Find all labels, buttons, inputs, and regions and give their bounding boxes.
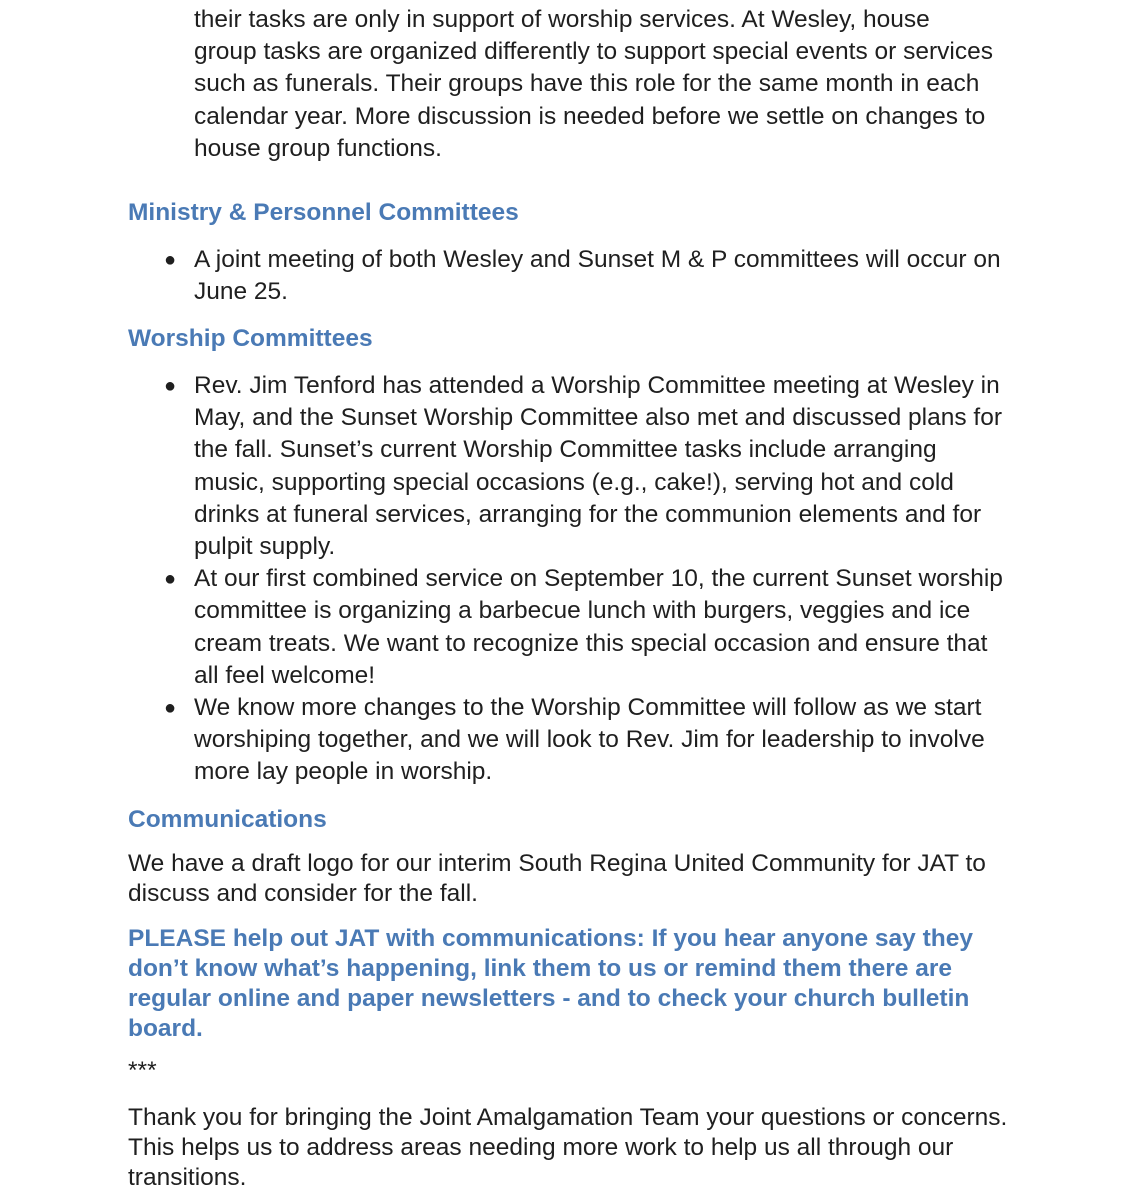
bullet-text: A joint meeting of both Wesley and Sunset M & P committees will occur on June 25. [194,246,1001,306]
bullet-icon: ● [164,249,177,271]
ministry-bullet-list [128,244,1008,308]
separator-stars: *** [128,1057,157,1084]
bullet-icon: ● [164,375,177,397]
list-item [128,692,1008,789]
heading-ministry-personnel: Ministry & Personnel Committees [128,199,519,226]
worship-bullet-list [128,370,1008,789]
closing-paragraph: Thank you for bringing the Joint Amalgamation Team your questions or concerns. This helps us to address areas needing more work to help us all through our transitions. [128,1104,1008,1191]
heading-communications: Communications [128,806,327,833]
bullet-text: Rev. Jim Tenford has attended a Worship Committee meeting at Wesley in May, and the Sunset Worship Committee also met and discussed plans for the fall. Sunset’s current Worship Committee tasks include arranging music, supporting special occasions (e.g., cake!), serving hot and cold drinks at funeral services, arranging for the communion elements and for pulpit supply. [194,372,1002,561]
communications-callout: PLEASE help out JAT with communications: If you hear anyone say they don’t know what’s happening, link them to us or remind them there are regular online and paper newsletters - and to check your church bulletin board. [128,925,973,1042]
list-item [128,244,1008,308]
bullet-icon: ● [164,568,177,591]
heading-worship-committees: Worship Committees [128,325,373,352]
bullet-icon: ● [164,697,177,720]
bullet-text: At our first combined service on September 10, the current Sunset worship committee is organizing a barbecue lunch with burgers, veggies and ice cream treats. We want to recognize this special occasion and ensure that all feel welcome! [194,565,1003,689]
communications-paragraph: We have a draft logo for our interim South Regina United Community for JAT to discuss and consider for the fall. [128,850,986,907]
list-item [128,370,1008,563]
bullet-text: We know more changes to the Worship Committee will follow as we start worshiping together, and we will look to Rev. Jim for leadership to involve more lay people in worship. [194,694,985,786]
list-item [128,563,1008,692]
continued-paragraph: their tasks are only in support of worship services. At Wesley, house group tasks are organized differently to support special events or services such as funerals. Their groups have this role for the same month in each calendar year. More discussion is needed before we settle on changes to house group functions. [194,6,993,162]
